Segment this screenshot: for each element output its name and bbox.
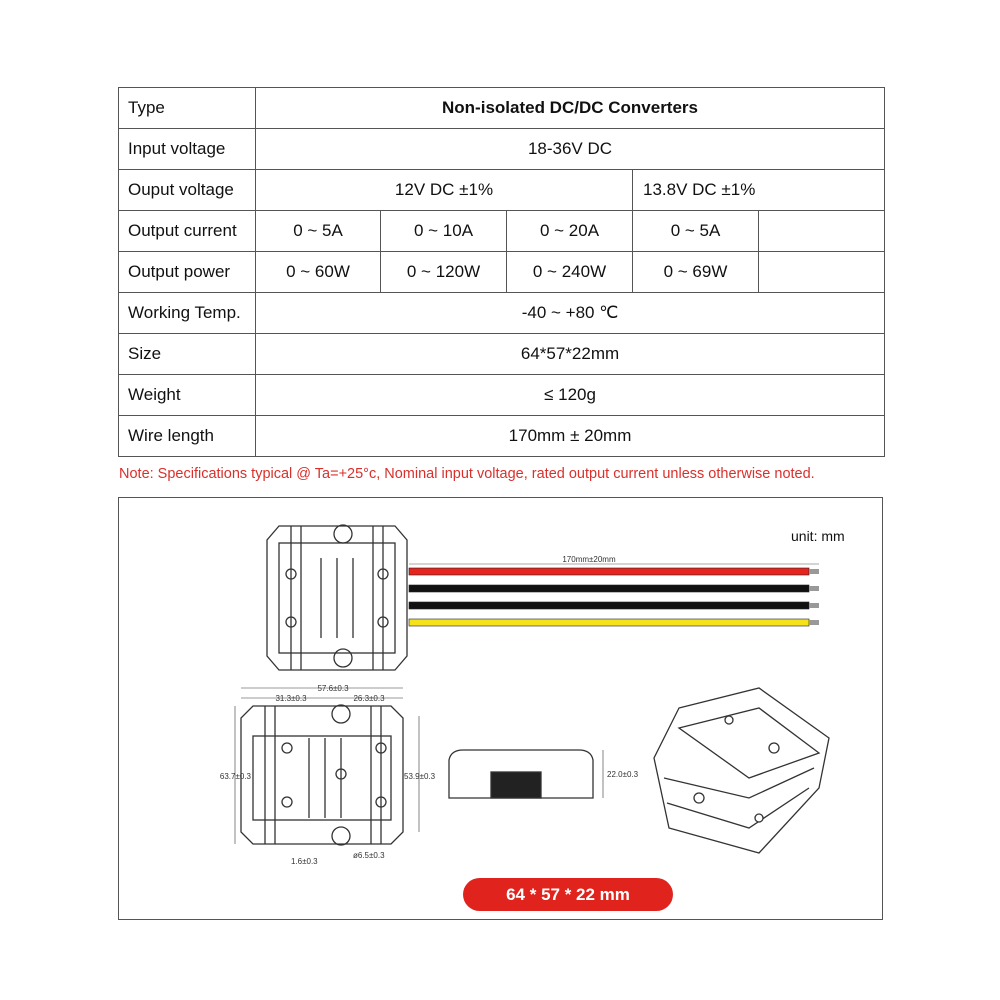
cell-value: 0 ~ 69W	[633, 252, 759, 293]
table-row-working-temp	[119, 293, 885, 334]
dim-right: 26.3±0.3	[353, 694, 385, 703]
unit-label: unit: mm	[791, 528, 845, 544]
wire-length-label: 170mm±20mm	[562, 555, 616, 564]
row-label: Size	[119, 334, 256, 375]
cell-value: Non-isolated DC/DC Converters	[256, 88, 885, 129]
specification-note: Note: Specifications typical @ Ta=+25°c, Nominal input voltage, rated output current unless otherwise noted.	[119, 466, 815, 482]
row-label: Working Temp.	[119, 293, 256, 334]
dimension-diagram	[118, 497, 883, 920]
cell-value: 12V DC ±1%	[256, 170, 633, 211]
module-top-view	[267, 525, 407, 670]
row-label: Input voltage	[119, 129, 256, 170]
cell-value: 0 ~ 120W	[381, 252, 507, 293]
dim-inner-height: 53.9±0.3	[404, 772, 436, 781]
row-label: Weight	[119, 375, 256, 416]
module-bottom-view	[235, 688, 419, 845]
cell-value: ≤ 120g	[256, 375, 885, 416]
cell-value: 0 ~ 10A	[381, 211, 507, 252]
cell-value: 18-36V DC	[256, 129, 885, 170]
cell-value: 0 ~ 240W	[507, 252, 633, 293]
diagram-drawing	[119, 498, 882, 919]
dim-height: 63.7±0.3	[219, 772, 251, 781]
cell-value: 13.8V DC ±1%	[633, 170, 885, 211]
dim-hole: ø6.5±0.3	[353, 851, 385, 860]
wire-tip	[809, 586, 819, 591]
table-row-output-current	[119, 211, 885, 252]
table-row-type	[119, 88, 885, 129]
cell-value: 0 ~ 5A	[256, 211, 381, 252]
table-row-output-power	[119, 252, 885, 293]
table-row-input-voltage	[119, 129, 885, 170]
spec-table	[118, 87, 885, 457]
module-side-view	[449, 750, 603, 798]
row-label: Type	[119, 88, 256, 129]
row-label: Output current	[119, 211, 256, 252]
wire	[409, 585, 809, 592]
cell-value: 0 ~ 5A	[633, 211, 759, 252]
row-label: Wire length	[119, 416, 256, 457]
table-row-weight	[119, 375, 885, 416]
module-isometric-view	[654, 688, 829, 853]
dim-thickness: 22.0±0.3	[607, 770, 639, 779]
wire	[409, 619, 809, 626]
wires	[409, 568, 819, 626]
wire-tip	[809, 603, 819, 608]
size-badge: 64 * 57 * 22 mm	[463, 878, 673, 911]
cell-value	[759, 211, 885, 252]
wire-tip	[809, 569, 819, 574]
row-label: Output power	[119, 252, 256, 293]
table-row-size	[119, 334, 885, 375]
wire-tip	[809, 620, 819, 625]
row-label: Ouput voltage	[119, 170, 256, 211]
cell-value: -40 ~ +80 ℃	[256, 293, 885, 334]
wire	[409, 602, 809, 609]
dim-edge: 1.6±0.3	[291, 857, 318, 866]
cell-value	[759, 252, 885, 293]
dim-left: 31.3±0.3	[275, 694, 307, 703]
dim-width: 57.6±0.3	[317, 684, 349, 693]
cell-value: 170mm ± 20mm	[256, 416, 885, 457]
table-row-output-voltage	[119, 170, 885, 211]
cell-value: 64*57*22mm	[256, 334, 885, 375]
cell-value: 0 ~ 20A	[507, 211, 633, 252]
cell-value: 0 ~ 60W	[256, 252, 381, 293]
wire	[409, 568, 809, 575]
table-row-wire-length	[119, 416, 885, 457]
